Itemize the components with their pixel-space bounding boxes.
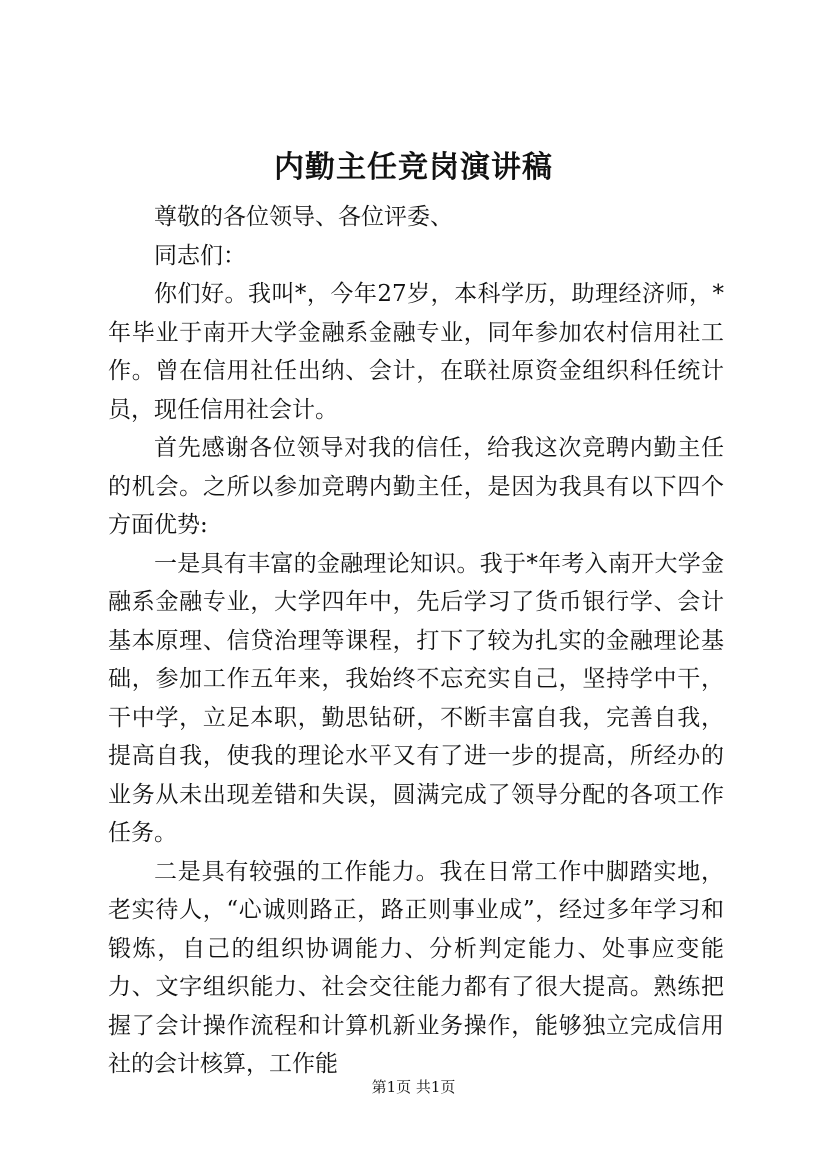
body-paragraph: 二是具有较强的工作能力。我在日常工作中脚踏实地，老实待人，“心诚则路正，路正则事业成”，经过多年学习和锻炼，自己的组织协调能力、分析判定能力、处事应变能力、文字组织能力、社会交往能力都有了很大提高。熟练把握了会计操作流程和计算机新业务操作，能够独立完成信用社的会计核算，工作能 <box>108 858 724 1077</box>
page-footer: 第1页 共1页 <box>371 1078 456 1096</box>
salutation-line: 尊敬的各位领导、各位评委、 <box>154 204 453 230</box>
body-paragraph: 你们好。我叫*，今年27岁，本科学历，助理经济师，*年毕业于南开大学金融系金融专业，同年参加农村信用社工作。曾在信用社任出纳、会计，在联社原资金组织科任统计员，现任信用社会计。 <box>108 281 724 423</box>
body-paragraph: 一是具有丰富的金融理论知识。我于*年考入南开大学金融系金融专业，大学四年中，先后学习了货币银行学、会计基本原理、信贷治理等课程，打下了较为扎实的金融理论基础，参加工作五年来，我始终不忘充实自己，坚持学中干，干中学，立足本职，勤思钻研，不断丰富自我，完善自我，提高自我，使我的理论水平又有了进一步的提高，所经办的业务从未出现差错和失误，圆满完成了领导分配的各项工作任务。 <box>108 550 724 846</box>
document-title: 内勤主任竞岗演讲稿 <box>274 150 553 185</box>
body-paragraph: 首先感谢各位领导对我的信任，给我这次竞聘内勤主任的机会。之所以参加竞聘内勤主任，是因为我具有以下四个方面优势: <box>108 435 724 538</box>
salutation-line: 同志们： <box>154 242 246 269</box>
document-body <box>108 198 724 1084</box>
